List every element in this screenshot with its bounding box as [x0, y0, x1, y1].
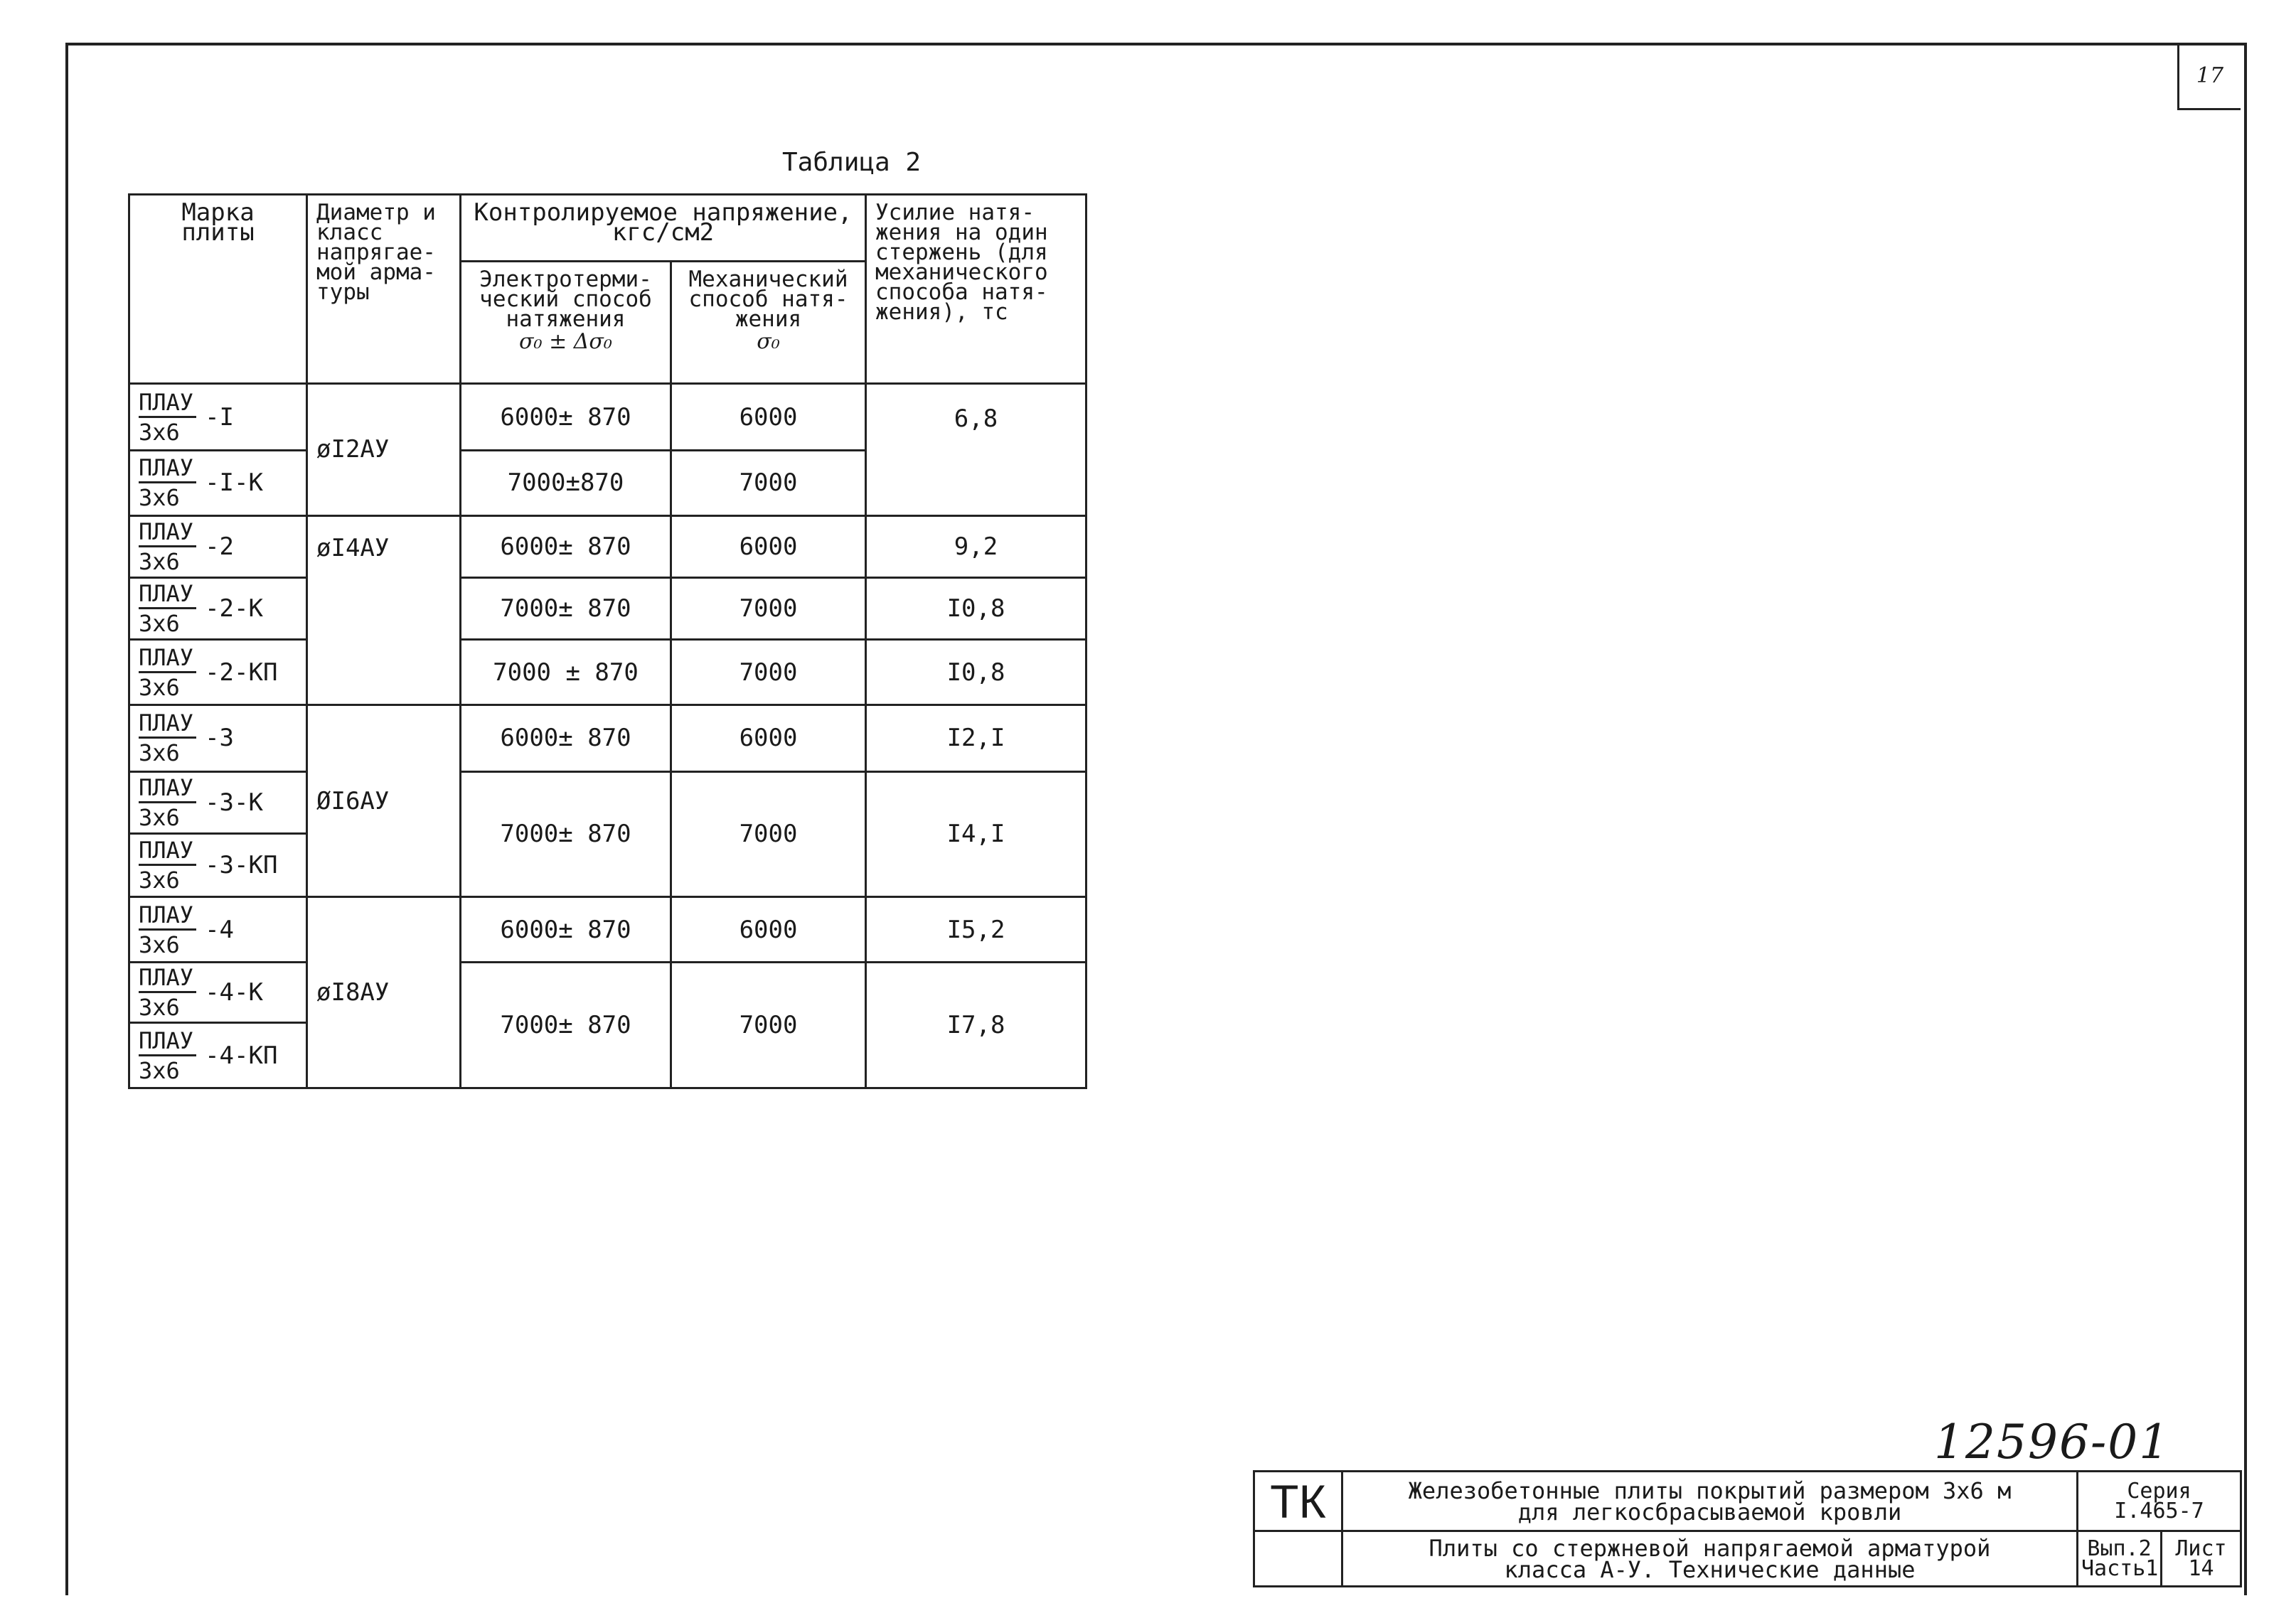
mech-value: 7000 [671, 451, 866, 516]
title-block-issue: Вып.2 Часть1 [2078, 1531, 2162, 1587]
force-value: I2,I [866, 705, 1086, 771]
force-value: I4,I [866, 771, 1086, 897]
archive-number: 12596-01 [1934, 1415, 2171, 1469]
mech-value: 7000 [671, 771, 866, 897]
electro-value: 6000± 870 [461, 384, 671, 451]
diameter-cell: ØI6АУ [307, 705, 461, 897]
table-row-mark: $\frac{\text{ПЛАУ}}{3х6}$ -4 [129, 897, 307, 963]
electro-value: 7000± 870 [461, 771, 671, 897]
table-row-mark: $\frac{\text{ПЛАУ}}{3х6}$ -I [129, 384, 307, 451]
mech-value: 6000 [671, 897, 866, 963]
table-row-mark: $\frac{\text{ПЛАУ}}{3х6}$ -2-КП [129, 640, 307, 705]
electro-value: 6000± 870 [461, 515, 671, 577]
force-value: I7,8 [866, 962, 1086, 1088]
table-row-mark: $\frac{\text{ПЛАУ}}{3х6}$ -3-К [129, 771, 307, 833]
mech-value: 7000 [671, 962, 866, 1088]
table-caption: Таблица 2 [782, 148, 922, 177]
title-block [1253, 1470, 2242, 1587]
table-row-mark: $\frac{\text{ПЛАУ}}{3х6}$ -I-К [129, 451, 307, 516]
force-value: I0,8 [866, 640, 1086, 705]
table-row-mark: $\frac{\text{ПЛАУ}}{3х6}$ -3 [129, 705, 307, 771]
tension-table [128, 193, 1087, 1089]
table-row-mark: $\frac{\text{ПЛАУ}}{3х6}$ -3-КП [129, 833, 307, 896]
diameter-cell: øI4АУ [307, 515, 461, 705]
electro-value: 6000± 870 [461, 705, 671, 771]
sheet-number: 17 [2177, 43, 2241, 110]
force-value: I5,2 [866, 897, 1086, 963]
table-row-mark: $\frac{\text{ПЛАУ}}{3х6}$ -4-К [129, 962, 307, 1022]
header-tension-force: Усилие натя-жения на один стержень (для механического способа натя-жения), тс [866, 195, 1086, 384]
electro-value: 7000± 870 [461, 962, 671, 1088]
mech-value: 6000 [671, 515, 866, 577]
force-value: I0,8 [866, 577, 1086, 639]
mech-value: 7000 [671, 640, 866, 705]
force-value: 6,8 [866, 384, 1086, 515]
table-row-mark: $\frac{\text{ПЛАУ}}{3х6}$ -4-КП [129, 1023, 307, 1088]
header-mark: Марка плиты [129, 195, 307, 384]
mech-value: 6000 [671, 384, 866, 451]
title-block-sheet: Лист 14 [2162, 1531, 2241, 1587]
title-block-series: Серия I.465-7 [2078, 1472, 2241, 1531]
table-row-mark: $\frac{\text{ПЛАУ}}{3х6}$ -2 [129, 515, 307, 577]
mech-value: 6000 [671, 705, 866, 771]
electro-value: 6000± 870 [461, 897, 671, 963]
header-controlled-stress: Контролируемое напряжение, кгс/см2 [461, 195, 866, 262]
title-block-title: Железобетонные плиты покрытий размером 3х6 м для легкосбрасываемой кровли [1342, 1472, 2078, 1531]
diameter-cell: øI2АУ [307, 384, 461, 515]
electro-value: 7000± 870 [461, 577, 671, 639]
title-block-empty-cell [1254, 1531, 1342, 1587]
electro-value: 7000 ± 870 [461, 640, 671, 705]
table-row-mark: $\frac{\text{ПЛАУ}}{3х6}$ -2-К [129, 577, 307, 639]
title-block-code: ТК [1254, 1472, 1342, 1531]
title-block-subtitle: Плиты со стержневой напрягаемой арматурой класса А-У. Технические данные [1342, 1531, 2078, 1587]
header-electrothermal: Электротерми-ческий способ натяжения σ₀ ± Δσ₀ [461, 261, 671, 384]
header-diameter: Диаметр и класс напрягае-мой арма-туры [307, 195, 461, 384]
mech-value: 7000 [671, 577, 866, 639]
header-mechanical: Механический способ натя-жения σ₀ [671, 261, 866, 384]
diameter-cell: øI8АУ [307, 897, 461, 1088]
force-value: 9,2 [866, 515, 1086, 577]
electro-value: 7000±870 [461, 451, 671, 516]
